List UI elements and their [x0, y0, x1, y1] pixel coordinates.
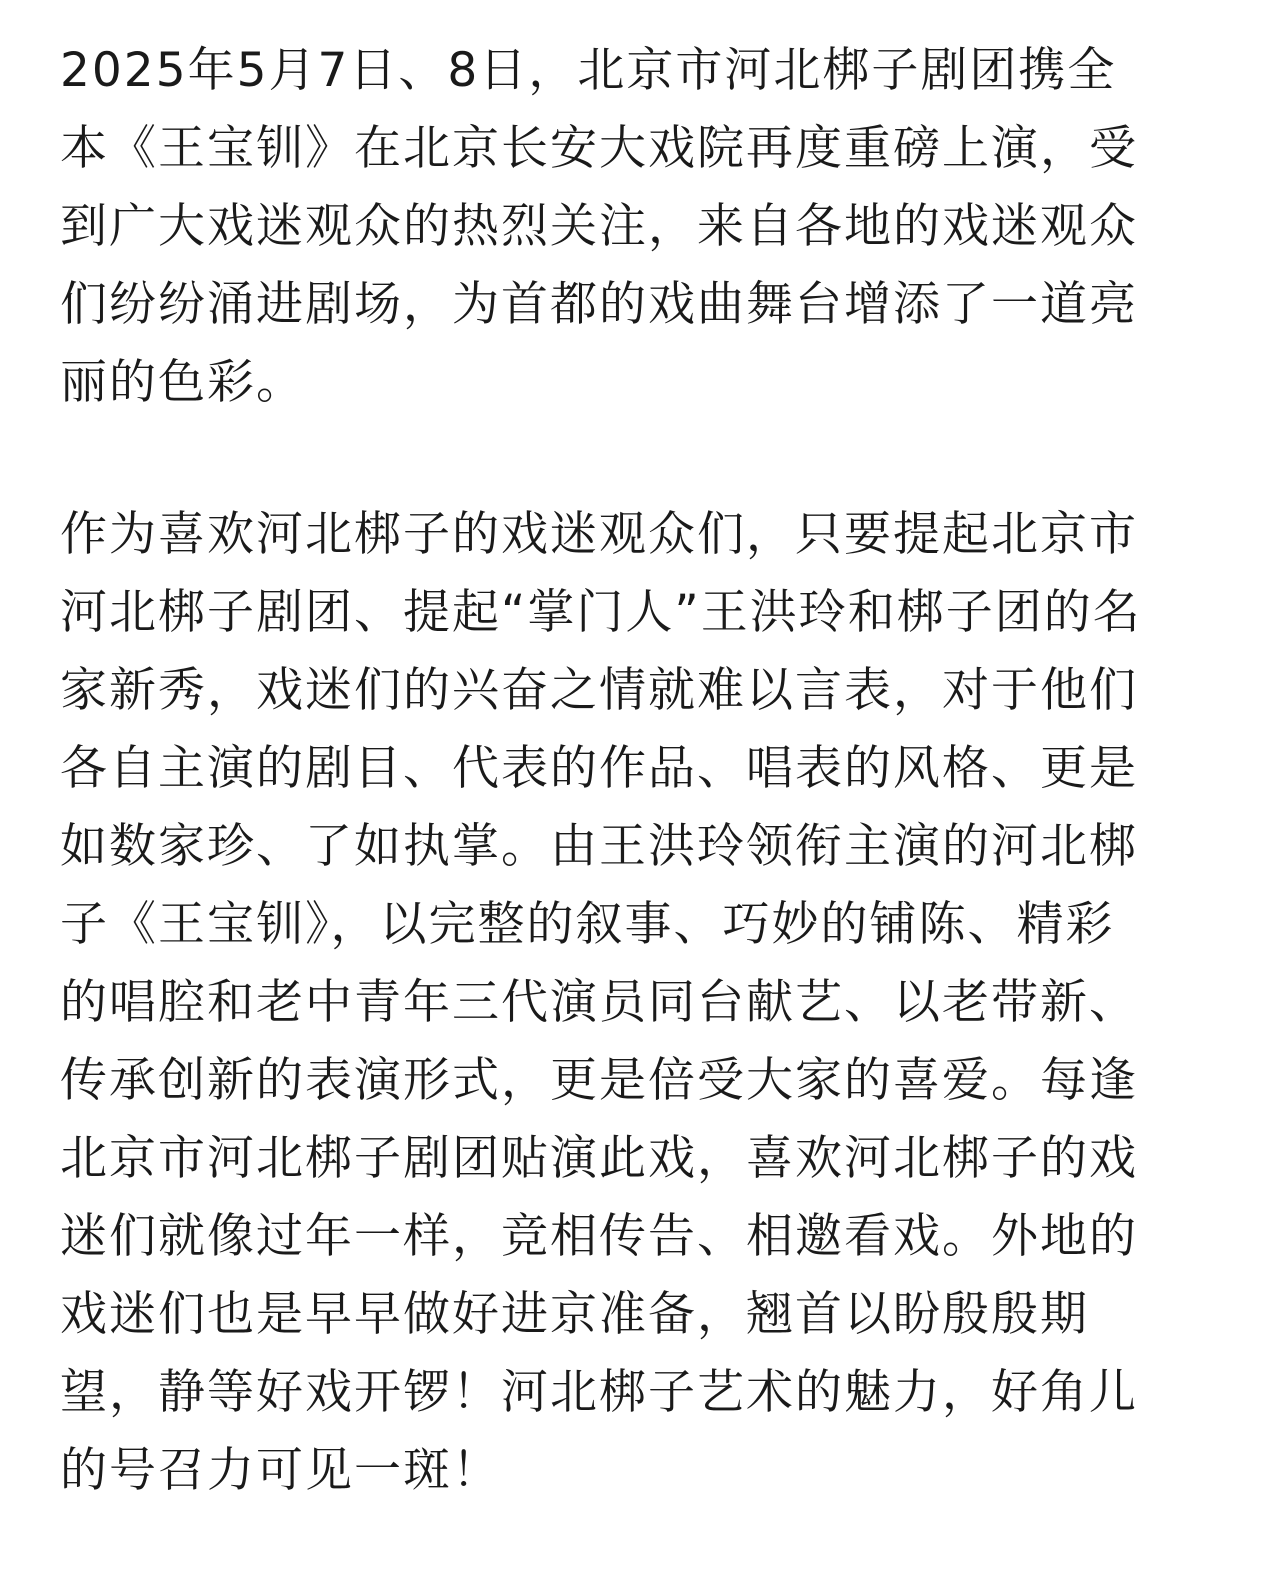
text-line: 戏迷们也是早早做好进京准备，翘首以盼殷殷期: [60, 1287, 1089, 1342]
text-line: 子《王宝钏》，以完整的叙事、巧妙的铺陈、精彩: [60, 897, 1115, 952]
text-line: 到广大戏迷观众的热烈关注，来自各地的戏迷观众: [60, 199, 1138, 254]
text-line: 2025年5月7日、8日，北京市河北梆子剧团携全: [60, 43, 1117, 98]
text-line: 望，静等好戏开锣！河北梆子艺术的魅力，好角儿: [60, 1365, 1138, 1420]
text-line: 本《王宝钏》在北京长安大戏院再度重磅上演，受: [60, 121, 1138, 176]
paragraph-spacer: [60, 422, 1220, 496]
text-line: 如数家珍、了如执掌。由王洪玲领衔主演的河北梆: [60, 819, 1138, 874]
text-line: 们纷纷涌进剧场，为首都的戏曲舞台增添了一道亮: [60, 277, 1138, 332]
text-line: 作为喜欢河北梆子的戏迷观众们，只要提起北京市: [60, 507, 1138, 562]
text-line: 传承创新的表演形式，更是倍受大家的喜爱。每逢: [60, 1053, 1138, 1108]
text-line: 丽的色彩。: [60, 355, 305, 410]
paragraph-1: [60, 32, 1220, 422]
text-line: 北京市河北梆子剧团贴演此戏，喜欢河北梆子的戏: [60, 1131, 1138, 1186]
paragraph-2: [60, 496, 1220, 1510]
text-line: 的唱腔和老中青年三代演员同台献艺、以老带新、: [60, 975, 1138, 1030]
text-line: 的号召力可见一斑！: [60, 1443, 501, 1498]
text-line: 迷们就像过年一样，竞相传告、相邀看戏。外地的: [60, 1209, 1138, 1264]
article-body: [60, 32, 1220, 1510]
text-line: 河北梆子剧团、提起“掌门人”王洪玲和梆子团的名: [60, 585, 1142, 640]
text-line: 各自主演的剧目、代表的作品、唱表的风格、更是: [60, 741, 1138, 796]
text-line: 家新秀，戏迷们的兴奋之情就难以言表，对于他们: [60, 663, 1138, 718]
